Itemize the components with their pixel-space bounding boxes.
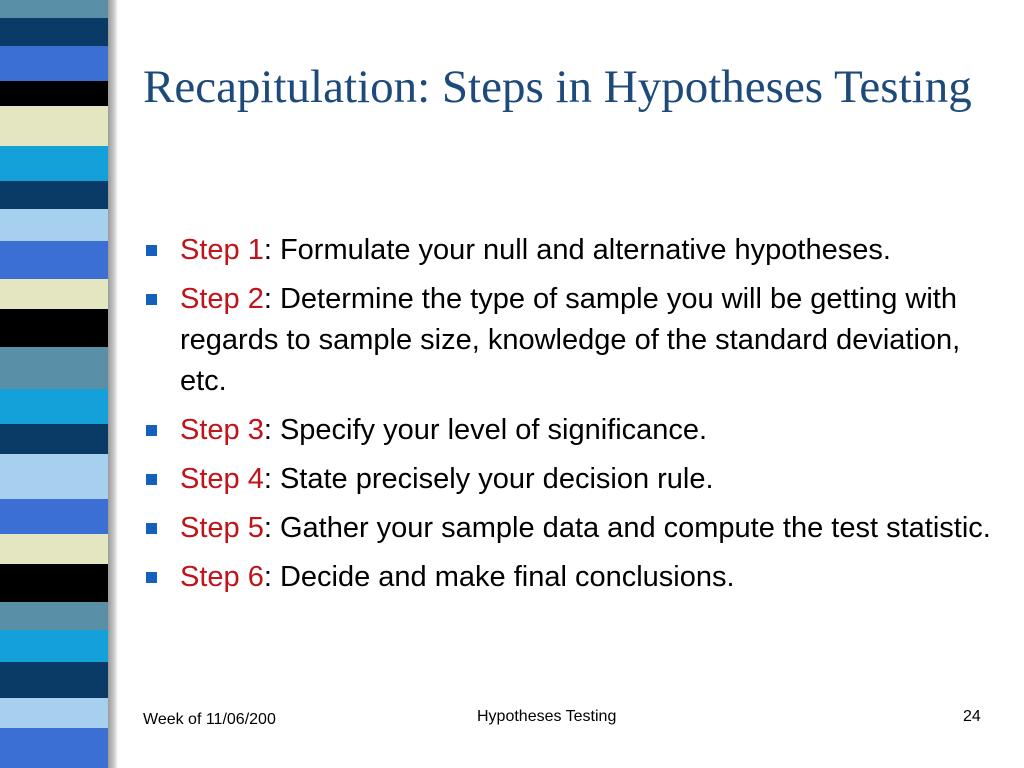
square-bullet-icon [146,572,157,583]
strip-block [0,81,108,107]
strip-block [0,279,108,310]
step-label: Step 1 [180,234,264,266]
bullet-item [143,557,1003,598]
strip-block [0,602,108,631]
bullet-list [143,230,1003,606]
strip-block [0,209,108,242]
bullet-item [143,508,1003,549]
strip-block [0,18,108,47]
step-label: Step 3 [180,414,264,446]
step-label: Step 4 [180,463,264,495]
square-bullet-icon [146,425,157,436]
slide-title: Recapitulation: Steps in Hypotheses Testing [143,61,972,113]
step-text: : Decide and make final conclusions. [263,561,735,593]
strip-block [0,424,108,455]
strip-block [0,499,108,535]
bullet-item [143,279,1003,402]
bullet-item [143,230,1003,271]
square-bullet-icon [146,294,157,305]
strip-block [0,630,108,663]
strip-block [0,181,108,210]
square-bullet-icon [146,245,157,256]
footer-title: Hypotheses Testing [477,708,617,725]
bullet-item [143,459,1003,500]
strip-block [0,0,108,19]
page-number: 24 [963,708,981,725]
step-text: : Specify your level of significance. [263,414,708,446]
strip-block [0,698,108,729]
strip-block [0,534,108,565]
square-bullet-icon [146,523,157,534]
strip-shadow [108,0,118,768]
step-text: : State precisely your decision rule. [263,463,714,495]
strip-block [0,309,108,348]
step-label: Step 2 [180,283,264,315]
decorative-color-strip [0,0,118,768]
bullet-item [143,410,1003,451]
step-text: : Determine the type of sample you will be getting with regards to sample size, knowledge of the standard deviation, etc. [180,283,961,397]
strip-block [0,728,108,768]
step-text: : Gather your sample data and compute the test statistic. [263,512,991,544]
step-label: Step 5 [180,512,264,544]
step-text: : Formulate your null and alternative hypotheses. [263,234,891,266]
strip-block [0,106,108,147]
step-label: Step 6 [180,561,264,593]
strip-block [0,389,108,425]
square-bullet-icon [146,474,157,485]
footer-date: Week of 11/06/200 [143,711,276,728]
